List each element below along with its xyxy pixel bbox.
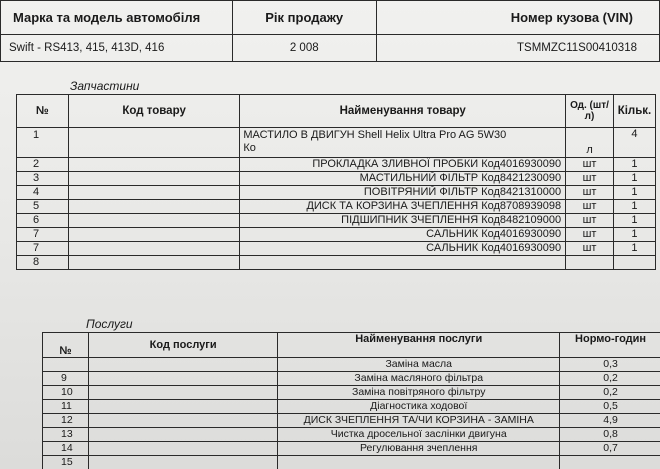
part-num: 7 xyxy=(17,242,69,256)
table-row xyxy=(17,256,656,270)
part-unit: шт xyxy=(566,214,614,228)
table-row xyxy=(43,442,660,456)
service-code xyxy=(88,358,277,372)
vehicle-header-table xyxy=(0,0,660,62)
vin-label: Номер кузова (VIN) xyxy=(376,1,659,35)
service-hours: 0,2 xyxy=(560,386,660,400)
service-code xyxy=(88,386,277,400)
make-model-label: Марка та модель автомобіля xyxy=(1,1,233,35)
part-code xyxy=(68,242,240,256)
service-num: 10 xyxy=(43,386,89,400)
year-label: Рік продажу xyxy=(232,1,376,35)
service-hours: 0,7 xyxy=(560,442,660,456)
part-code xyxy=(68,214,240,228)
service-hours xyxy=(560,456,660,469)
part-code xyxy=(68,172,240,186)
table-row xyxy=(17,128,656,158)
service-name xyxy=(278,456,560,469)
part-unit: шт xyxy=(566,228,614,242)
part-qty: 1 xyxy=(613,172,655,186)
services-header-row xyxy=(43,333,660,358)
table-row xyxy=(43,372,660,386)
part-unit xyxy=(566,256,614,270)
service-name: Заміна масла xyxy=(278,358,560,372)
services-col-num: № xyxy=(43,333,89,358)
part-name xyxy=(240,128,566,158)
services-col-name: Найменування послуги xyxy=(278,333,560,358)
parts-col-unit: Од. (шт/л) xyxy=(566,95,614,128)
services-col-hours: Нормо-годин xyxy=(560,333,660,358)
part-qty: 1 xyxy=(613,200,655,214)
parts-table xyxy=(16,94,656,270)
service-code xyxy=(88,414,277,428)
part-code xyxy=(68,186,240,200)
part-unit: шт xyxy=(566,186,614,200)
part-name-line2: Ко xyxy=(243,142,256,154)
part-code xyxy=(68,128,240,158)
vin-value: TSMMZC11S00410318 xyxy=(376,35,659,62)
services-section-title: Послуги xyxy=(86,317,133,331)
service-name: Заміна масляного фільтра xyxy=(278,372,560,386)
service-code xyxy=(88,442,277,456)
part-name xyxy=(240,256,566,270)
part-name-line1: МАСТИЛО В ДВИГУН Shell Helix Ultra Pro AG 5W30 xyxy=(243,129,507,141)
service-name: ДИСК ЗЧЕПЛЕННЯ ТА/ЧИ КОРЗИНА - ЗАМІНА xyxy=(278,414,560,428)
part-num: 3 xyxy=(17,172,69,186)
service-hours: 0,2 xyxy=(560,372,660,386)
table-row xyxy=(17,228,656,242)
year-value: 2 008 xyxy=(232,35,376,62)
service-code xyxy=(88,400,277,414)
table-row xyxy=(17,214,656,228)
part-qty: 1 xyxy=(613,186,655,200)
table-row xyxy=(43,386,660,400)
part-qty: 1 xyxy=(613,242,655,256)
part-num: 6 xyxy=(17,214,69,228)
part-name: МАСТИЛЬНИЙ ФІЛЬТР Код8421230090 xyxy=(240,172,566,186)
part-unit: шт xyxy=(566,242,614,256)
service-hours: 0,3 xyxy=(560,358,660,372)
service-name: Діагностика ходової xyxy=(278,400,560,414)
make-model-value: Swift - RS413, 415, 413D, 416 xyxy=(1,35,233,62)
service-name: Чистка дросельної заслінки двигуна xyxy=(278,428,560,442)
table-row xyxy=(17,186,656,200)
part-name: САЛЬНИК Код4016930090 xyxy=(240,242,566,256)
service-name: Заміна повітряного фільтру xyxy=(278,386,560,400)
service-num xyxy=(43,358,89,372)
service-hours: 4,9 xyxy=(560,414,660,428)
part-code xyxy=(68,200,240,214)
part-qty: 1 xyxy=(613,158,655,172)
part-qty xyxy=(613,256,655,270)
table-row xyxy=(43,414,660,428)
parts-col-qty: Кільк. xyxy=(613,95,655,128)
table-row xyxy=(43,428,660,442)
parts-header-row xyxy=(17,95,656,128)
table-row xyxy=(17,242,656,256)
part-name: ПРОКЛАДКА ЗЛИВНОЇ ПРОБКИ Код4016930090 xyxy=(240,158,566,172)
part-name: ПІДШИПНИК ЗЧЕПЛЕННЯ Код8482109000 xyxy=(240,214,566,228)
service-num: 9 xyxy=(43,372,89,386)
services-col-code: Код послуги xyxy=(88,333,277,358)
part-code xyxy=(68,228,240,242)
part-qty: 1 xyxy=(613,228,655,242)
services-table xyxy=(42,332,660,469)
part-unit: шт xyxy=(566,172,614,186)
service-num: 11 xyxy=(43,400,89,414)
part-qty: 4 xyxy=(613,128,655,158)
table-row xyxy=(17,172,656,186)
service-num: 12 xyxy=(43,414,89,428)
part-name: ПОВІТРЯНИЙ ФІЛЬТР Код8421310000 xyxy=(240,186,566,200)
service-num: 14 xyxy=(43,442,89,456)
part-num: 4 xyxy=(17,186,69,200)
part-code xyxy=(68,256,240,270)
service-code xyxy=(88,428,277,442)
part-qty: 1 xyxy=(613,214,655,228)
part-code xyxy=(68,158,240,172)
parts-col-code: Код товару xyxy=(68,95,240,128)
part-name: ДИСК ТА КОРЗИНА ЗЧЕПЛЕННЯ Код8708939098 xyxy=(240,200,566,214)
service-num: 15 xyxy=(43,456,89,469)
service-code xyxy=(88,456,277,469)
parts-section-title: Запчастини xyxy=(70,79,140,93)
part-num: 2 xyxy=(17,158,69,172)
table-row xyxy=(43,358,660,372)
table-row xyxy=(43,400,660,414)
parts-col-name: Найменування товару xyxy=(240,95,566,128)
table-row xyxy=(43,456,660,469)
service-num: 13 xyxy=(43,428,89,442)
table-row xyxy=(17,200,656,214)
part-num: 5 xyxy=(17,200,69,214)
part-num: 7 xyxy=(17,228,69,242)
part-num: 1 xyxy=(17,128,69,158)
service-code xyxy=(88,372,277,386)
service-name: Регулювання зчеплення xyxy=(278,442,560,456)
part-unit: л xyxy=(566,128,614,158)
service-hours: 0,8 xyxy=(560,428,660,442)
service-hours: 0,5 xyxy=(560,400,660,414)
part-name: САЛЬНИК Код4016930090 xyxy=(240,228,566,242)
parts-col-num: № xyxy=(17,95,69,128)
table-row xyxy=(17,158,656,172)
part-unit: шт xyxy=(566,200,614,214)
part-unit: шт xyxy=(566,158,614,172)
part-num: 8 xyxy=(17,256,69,270)
